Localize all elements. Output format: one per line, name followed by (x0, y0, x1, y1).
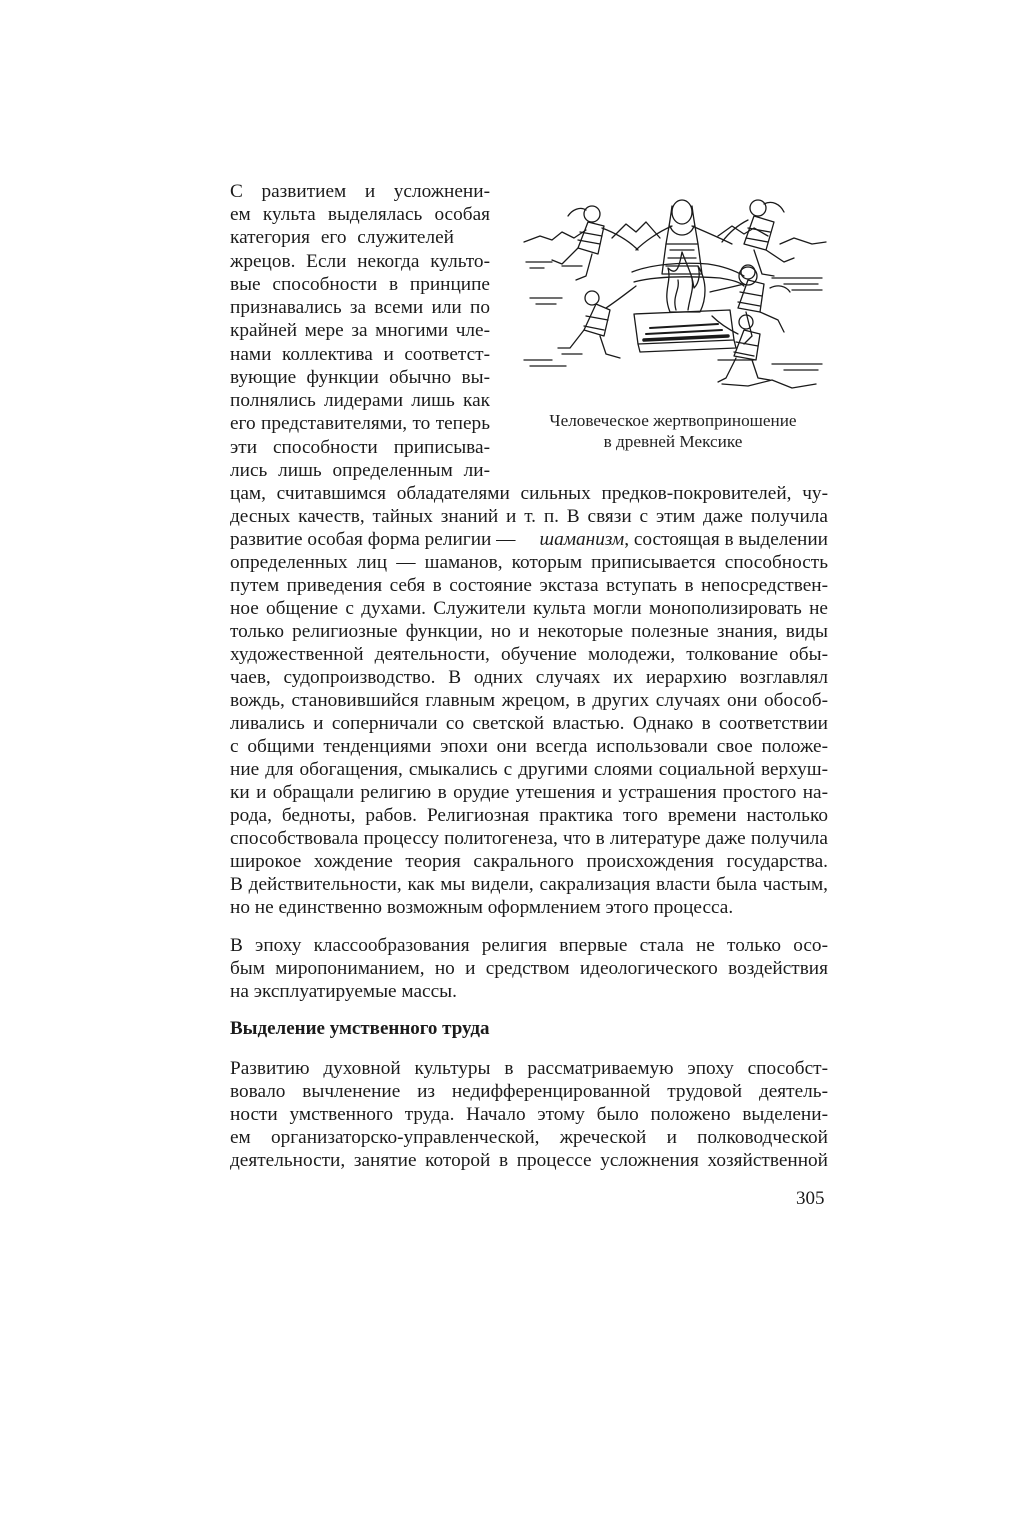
body-line: вождь, становившийся главным жрецом, в других случаях они обособ- (230, 690, 828, 711)
column-line: лись лишь определенным ли- (230, 460, 490, 481)
body-line: ки и обращали религию в орудие утешения и устрашения простого на- (230, 782, 828, 803)
figure-caption-line2: в древней Мексике (603, 432, 743, 451)
figure-caption-line1: Человеческое жертвоприношение (549, 411, 797, 430)
section-heading: Выделение умственного труда (230, 1018, 490, 1039)
column-line: жрецов. Если некогда культо- (230, 251, 490, 272)
column-line: категория его служителей (230, 227, 454, 248)
sacrifice-illustration (522, 192, 828, 392)
body-line: ливались и соперничали со светской властью. Однако в соответствии (230, 713, 828, 734)
column-line: признавались за всеми или по (230, 297, 490, 318)
column-line: эти способности приписыва- (230, 437, 490, 458)
body-line: путем приведения себя в состояние экстаза вступать в непосредствен- (230, 575, 828, 596)
body-line: на эксплуатируемые массы. (230, 981, 457, 1002)
body-line: вовало вычленение из недифференцированной трудовой деятель- (230, 1081, 828, 1102)
body-line: чаев, судопроизводство. В одних случаях их иерархию возглавлял (230, 667, 828, 688)
body-line: Развитию духовной культуры в рассматриваемую эпоху способст- (230, 1058, 828, 1079)
body-line: десных качеств, тайных знаний и т. п. В связи с этим даже получила (230, 506, 828, 527)
body-line: В действительности, как мы видели, сакрализация власти была частым, (230, 874, 828, 895)
body-line: художественной деятельности, обучение молодежи, толкование обы- (230, 644, 828, 665)
body-line: только религиозные функции, но и некоторые полезные знания, виды (230, 621, 828, 642)
body-line: В эпоху классообразования религия впервые стала не только осо- (230, 935, 828, 956)
column-line: вующие функции обычно вы- (230, 367, 490, 388)
body-line-part (540, 529, 828, 551)
column-line: С развитием и усложнени- (230, 181, 490, 202)
body-line: бым миропониманием, но и средством идеологического воздействия (230, 958, 828, 979)
body-line: ности умственного труда. Начало этому было положено выделени- (230, 1104, 828, 1125)
body-line: ное общение с духами. Служители культа могли монополизировать не (230, 598, 828, 619)
body-line: ние для обогащения, смыкались с другими слоями социальной верхуш- (230, 759, 828, 780)
body-line: определенных лиц — шаманов, которым приписывается способность (230, 552, 828, 573)
column-line: ем культа выделялась особая (230, 204, 490, 225)
column-line: вые способности в принципе (230, 274, 490, 295)
body-line: широкое хождение теория сакрального происхождения государства. (230, 851, 828, 872)
body-line: рода, бедноты, рабов. Религиозная практика того времени настолько (230, 805, 828, 826)
body-line (230, 529, 828, 551)
body-line: деятельности, занятие которой в процессе усложнения хозяйственной (230, 1150, 828, 1171)
column-line: крайней мере за многими чле- (230, 320, 490, 341)
term-shamanism: шаманизм (539, 529, 625, 550)
body-line: но не единственно возможным оформлением этого процесса. (230, 897, 734, 918)
body-line-part: , состоящая в выделении (624, 529, 828, 550)
body-line: ем организаторско-управленческой, жреческой и полководческой (230, 1127, 828, 1148)
body-line: способствовала процессу политогенеза, что в литературе даже получила (230, 828, 828, 849)
page-number: 305 (796, 1188, 825, 1209)
column-line: полнялись лидерами лишь как (230, 390, 490, 411)
body-line-part: развитие особая форма религии — (230, 529, 516, 550)
body-line: с общими тенденциями эпохи они всегда использовали свое положе- (230, 736, 828, 757)
column-line: нами коллектива и соответст- (230, 344, 490, 365)
column-line: его представителями, то теперь (230, 413, 490, 434)
body-line: цам, считавшимся обладателями сильных предков-покровителей, чу- (230, 483, 828, 504)
